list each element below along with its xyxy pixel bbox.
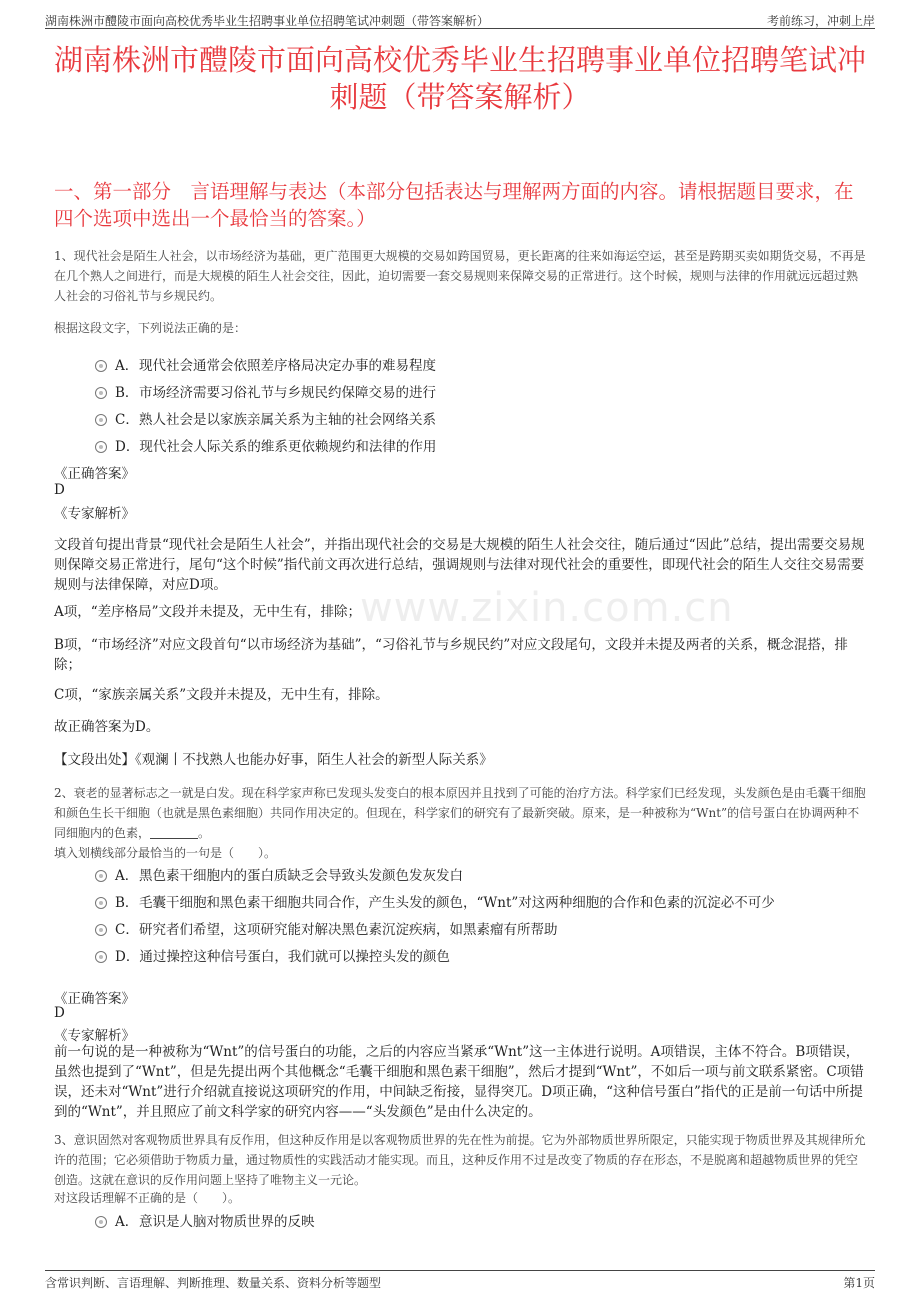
q2-option-a[interactable]: A．黑色素干细胞内的蛋白质缺乏会导致头发颜色发灰发白 [95,864,463,884]
section-title: 一、第一部分 言语理解与表达（本部分包括表达与理解两方面的内容。请根据题目要求，在四个选项中选出一个最恰当的答案。） [54,180,854,230]
radio-icon[interactable] [95,441,107,453]
radio-icon[interactable] [95,924,107,936]
q2-answer-label: 《正确答案》 [54,991,135,1007]
q2-stem: 2、衰老的显著标志之一就是白发。现在科学家声称已发现头发变白的根本原因并且找到了可能的治疗方法。科学家们已经发现，头发颜色是由毛囊干细胞和颜色生长干细胞（也就是黑色素细胞）共同作用决定的。但现在，科学家们的研究有了最新突破。原来，是一种被称为“Wnt”的信号蛋白在协调两种不同细胞内的色素， 。 [54,786,866,840]
q3-stem: 3、意识固然对客观物质世界具有反作用，但这种反作用是以客观物质世界的先在性为前提。它为外部物质世界所限定，只能实现于物质世界及其规律所允许的范围；它必须借助于物质力量，通过物质性的实践活动才能实现。而且，这种反作用不过是改变了物质的存在形态，不是脱离和超越物质世界的凭空创造。这就在意识的反作用问题上坚持了唯物主义一元论。 [54,1133,866,1187]
q1-analysis-para-5: 故正确答案为D。 [54,719,160,735]
q1-answer: D [54,482,65,498]
q1-option-c[interactable]: C．熟人社会是以家族亲属关系为主轴的社会网络关系 [95,408,436,428]
watermark: www.zixin.com.cn [360,585,734,631]
q1-analysis-label: 《专家解析》 [54,506,135,522]
q2-analysis: 前一句说的是一种被称为“Wnt”的信号蛋白的功能，之后的内容应当紧承“Wnt”这一主体进行说明。A项错误，主体不符合。B项错误，虽然也提到了“Wnt”，但是先提出两个其他概念“毛囊干细胞和黑色素干细胞”，然后才提到“Wnt”，不如后一项与前文联系紧密。C项错误，还未对“Wnt”进行介绍就直接说这项研究的作用，中间缺乏衔接，显得突兀。D项正确，“这种信号蛋白”指代的正是前一句话中所提到的“Wnt”，并且照应了前文科学家的研究内容——“头发颜色”是由什么决定的。 [54,1044,864,1120]
header-slogan: 考前练习，冲刺上岸 [766,14,875,28]
q2-answer: D [54,1005,65,1021]
radio-icon[interactable] [95,870,107,882]
q1-analysis-para-4: C项，“家族亲属关系”文段并未提及，无中生有，排除。 [54,687,389,703]
q1-option-b[interactable]: B．市场经济需要习俗礼节与乡规民约保障交易的进行 [95,381,436,401]
q2-option-d[interactable]: D．通过操控这种信号蛋白，我们就可以操控头发的颜色 [95,945,450,965]
radio-icon[interactable] [95,360,107,372]
q3-option-a[interactable]: A．意识是人脑对物质世界的反映 [95,1210,315,1230]
footer-topics: 含常识判断、言语理解、判断推理、数量关系、资料分析等题型 [45,1276,382,1290]
radio-icon[interactable] [95,414,107,426]
q1-source: 【文段出处】《观澜丨不找熟人也能办好事，陌生人社会的新型人际关系》 [54,752,493,768]
radio-icon[interactable] [95,387,107,399]
page-header [45,10,875,29]
q1-question: 根据这段文字，下列说法正确的是： [54,321,247,335]
q2-option-b[interactable]: B．毛囊干细胞和黑色素干细胞共同合作，产生头发的颜色，“Wnt”对这两种细胞的合作和色素的沉淀必不可少 [95,891,775,911]
radio-icon[interactable] [95,951,107,963]
q1-analysis-para-2: A项，“差序格局”文段并未提及，无中生有，排除； [54,604,362,620]
q1-option-d[interactable]: D．现代社会人际关系的维系更依赖规约和法律的作用 [95,435,436,455]
q2-question: 填入划横线部分最恰当的一句是（ ）。 [54,846,277,860]
fill-blank [150,826,198,839]
q1-answer-label: 《正确答案》 [54,466,135,482]
q1-analysis-para-3: B项，“市场经济”对应文段首句“以市场经济为基础”，“习俗礼节与乡规民约”对应文段尾句，文段并未提及两者的关系，概念混搭，排除； [54,637,848,673]
radio-icon[interactable] [95,1216,107,1228]
q3-question: 对这段话理解不正确的是（ ）。 [54,1191,241,1205]
document-title: 湖南株洲市醴陵市面向高校优秀毕业生招聘事业单位招聘笔试冲刺题（带答案解析） [53,43,866,114]
q2-analysis-label: 《专家解析》 [54,1028,135,1044]
header-doc-title: 湖南株洲市醴陵市面向高校优秀毕业生招聘事业单位招聘笔试冲刺题（带答案解析） [45,14,490,28]
q2-option-c[interactable]: C．研究者们希望，这项研究能对解决黑色素沉淀疾病，如黑素瘤有所帮助 [95,918,558,938]
page-number: 第1页 [843,1276,875,1290]
radio-icon[interactable] [95,897,107,909]
q1-analysis-para-1: 文段首句提出背景“现代社会是陌生人社会”，并指出现代社会的交易是大规模的陌生人社会交往，随后通过“因此”总结，提出需要交易规则保障交易正常进行，尾句“这个时候”指代前文再次进行总结，强调规则与法律对现代社会的重要性，即现代社会的陌生人交往交易需要规则与法律保障，对应D项。 [54,537,865,593]
page-footer [45,1270,875,1293]
q1-option-a[interactable]: A．现代社会通常会依照差序格局决定办事的难易程度 [95,354,436,374]
q1-stem: 1、现代社会是陌生人社会，以市场经济为基础，更广范围更大规模的交易如跨国贸易，更长距离的往来如海运空运，甚至是跨期买卖如期货交易，不再是在几个熟人之间进行，而是大规模的陌生人社会交往，因此，迫切需要一套交易规则来保障交易的正常进行。这个时候，规则与法律的作用就远远超过熟人社会的习俗礼节与乡规民约。 [54,249,866,303]
